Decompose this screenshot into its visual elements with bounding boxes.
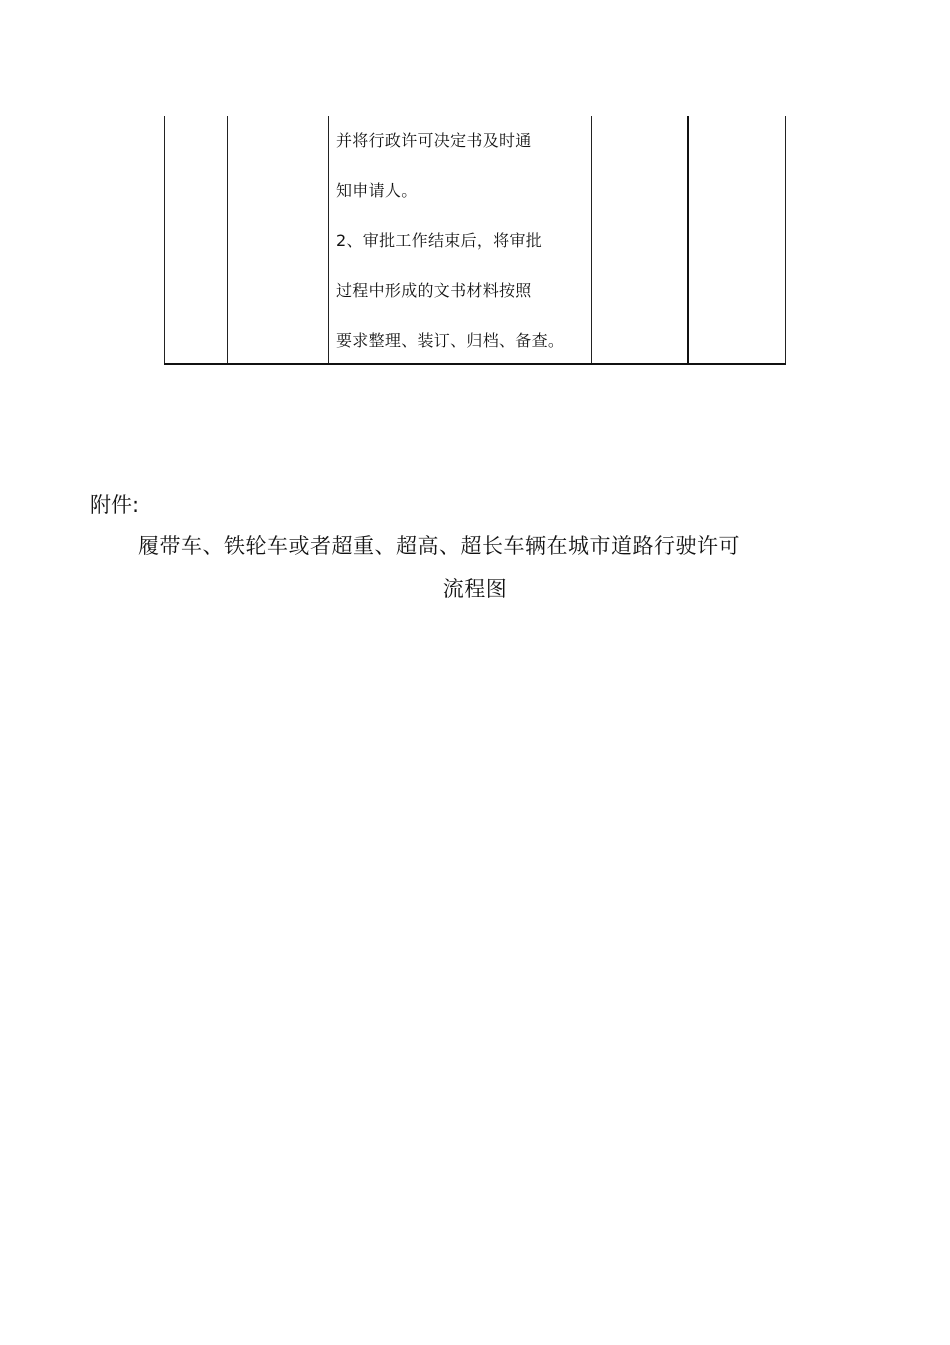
table-column-divider-1 [227, 116, 228, 365]
process-line: 并将行政许可决定书及时通 [336, 131, 532, 150]
table-border-left [164, 116, 165, 365]
table-column-divider-2 [328, 116, 329, 365]
attachment-label: 附件: [90, 493, 140, 517]
attachment-title-continuation: 流程图 [442, 577, 508, 601]
process-description-cell [336, 126, 594, 376]
process-line: 过程中形成的文书材料按照 [336, 281, 532, 300]
process-line: 2、审批工作结束后，将审批 [336, 231, 543, 250]
attachment-title: 履带车、铁轮车或者超重、超高、超长车辆在城市道路行驶许可 [138, 534, 740, 558]
table-border-right [785, 116, 786, 365]
process-line: 知申请人。 [336, 181, 418, 200]
table-fragment [164, 116, 786, 365]
table-column-divider-4 [687, 116, 689, 365]
process-line: 要求整理、装订、归档、备查。 [336, 331, 565, 350]
